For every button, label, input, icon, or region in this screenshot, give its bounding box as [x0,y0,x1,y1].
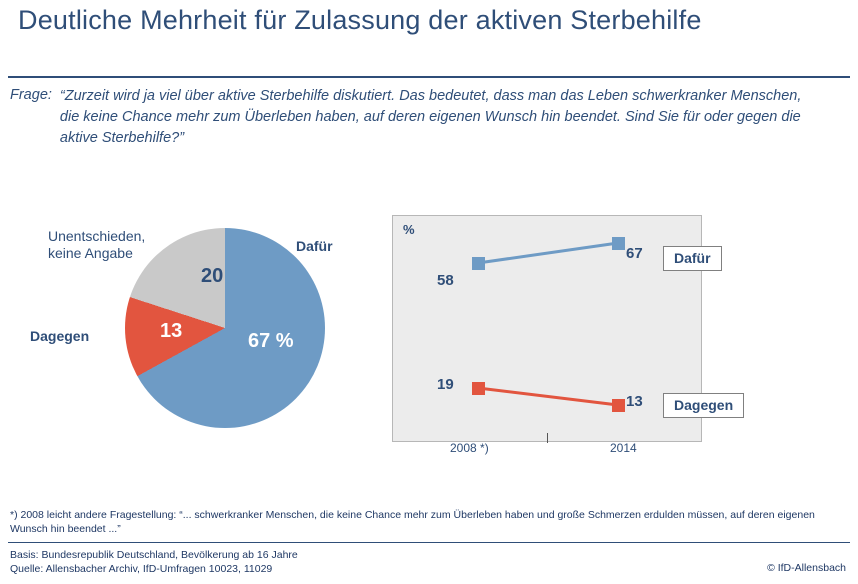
line-value-dafuer-2008: 58 [437,272,454,289]
marker-dafuer-2008 [472,257,485,270]
x-axis-tick [547,433,548,443]
pie-label-unentschieden-line1: Unentschieden, [48,228,146,244]
divider-bottom [8,542,850,543]
line-value-dagegen-2014: 13 [626,393,643,410]
line-series-dafuer [478,243,618,263]
marker-dafuer-2014 [612,237,625,250]
pie-label-dafuer: Dafür [296,238,333,254]
copyright: © IfD-Allensbach [767,562,846,574]
question-block [10,86,810,149]
line-series-dagegen [478,388,618,405]
marker-dagegen-2008 [472,382,485,395]
pie-label-unentschieden [48,228,145,262]
line-value-dafuer-2014: 67 [626,245,643,262]
x-axis-label-2014: 2014 [610,441,637,455]
legend-item-dagegen: Dagegen [663,393,744,418]
question-label: Frage: [10,87,52,103]
line-chart-percent-label: % [403,222,415,237]
pie-value-dafuer: 67 % [248,330,294,352]
pie-label-unentschieden-line2: keine Angabe [48,245,133,261]
pie-chart [20,200,370,460]
source-line-quelle: Quelle: Allensbacher Archiv, IfD-Umfragen 10023, 11029 [10,563,273,575]
line-chart-graphic [393,216,701,441]
marker-dagegen-2014 [612,399,625,412]
page-title: Deutliche Mehrheit für Zulassung der aktiven Sterbehilfe [18,5,702,35]
pie-graphic [125,228,325,428]
source-block [10,548,298,576]
legend-item-dafuer: Dafür [663,246,722,271]
x-axis-label-2008: 2008 *) [450,441,489,455]
footnote: *) 2008 leicht andere Fragestellung: “... schwerkranker Menschen, die keine Chance mehr zum Überleben haben und große Schmerzen erdulden müssen, auf deren eigenen Wunsch hin beendet ...” [10,509,815,535]
pie-label-dagegen: Dagegen [30,328,90,344]
line-value-dagegen-2008: 19 [437,376,454,393]
pie-value-unentschieden: 20 [201,265,224,287]
line-chart-plot-area [392,215,702,442]
pie-value-dagegen: 13 [160,320,183,342]
source-line-basis: Basis: Bundesrepublik Deutschland, Bevölkerung ab 16 Jahre [10,549,298,561]
question-text: “Zurzeit wird ja viel über aktive Sterbehilfe diskutiert. Das bedeutet, dass man das Leben schwerkranker Menschen, die keine Chance mehr zum Überleben haben, auf deren eigenen Wunsch hin beendet. Sind Sie für oder gegen die aktive Sterbehilfe?” [59,88,802,146]
divider-top [8,76,850,78]
